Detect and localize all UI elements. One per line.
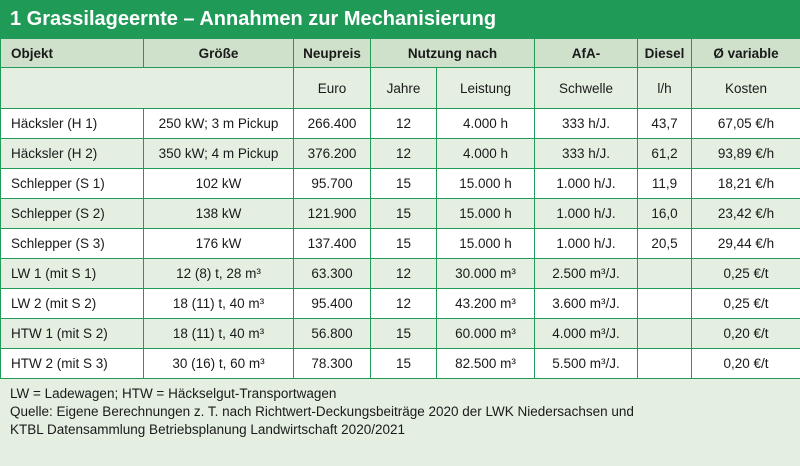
table-cell: 15 (371, 169, 437, 199)
table-cell: 43,7 (638, 109, 692, 139)
column-subheader: Schwelle (535, 68, 638, 109)
table-cell: HTW 2 (mit S 3) (1, 349, 144, 379)
table-cell: 23,42 €/h (692, 199, 800, 229)
table-cell: 137.400 (294, 229, 371, 259)
table-cell: 333 h/J. (535, 139, 638, 169)
table-cell: 4.000 h (437, 109, 535, 139)
table-cell: 0,25 €/t (692, 289, 800, 319)
table-cell: Häcksler (H 1) (1, 109, 144, 139)
table-cell: Häcksler (H 2) (1, 139, 144, 169)
table-cell: 12 (371, 109, 437, 139)
table-cell: 78.300 (294, 349, 371, 379)
column-subheader: Leistung (437, 68, 535, 109)
table-row (1, 229, 800, 259)
table-cell: 0,25 €/t (692, 259, 800, 289)
table-cell: 1.000 h/J. (535, 199, 638, 229)
table-cell: 60.000 m³ (437, 319, 535, 349)
table-cell: 5.500 m³/J. (535, 349, 638, 379)
column-header: Diesel (638, 39, 692, 68)
column-header: AfA- (535, 39, 638, 68)
table-cell: 43.200 m³ (437, 289, 535, 319)
table-cell: 15 (371, 349, 437, 379)
table-cell: LW 1 (mit S 1) (1, 259, 144, 289)
table-cell: 3.600 m³/J. (535, 289, 638, 319)
table-cell: 30 (16) t, 60 m³ (144, 349, 294, 379)
table-cell: 1.000 h/J. (535, 229, 638, 259)
table-cell: 18 (11) t, 40 m³ (144, 319, 294, 349)
table-title: 1 Grassilageernte – Annahmen zur Mechanisierung (0, 0, 800, 38)
table-cell: 30.000 m³ (437, 259, 535, 289)
table-row (1, 109, 800, 139)
table-cell (638, 319, 692, 349)
table-cell: 376.200 (294, 139, 371, 169)
table-cell: Schlepper (S 1) (1, 169, 144, 199)
table-cell: 15.000 h (437, 199, 535, 229)
table-cell: 11,9 (638, 169, 692, 199)
table-cell (638, 349, 692, 379)
table-cell: 56.800 (294, 319, 371, 349)
table-cell: 12 (371, 259, 437, 289)
table-cell: 4.000 h (437, 139, 535, 169)
column-header: Objekt (1, 39, 144, 68)
column-subheader: Euro (294, 68, 371, 109)
column-header: Neupreis (294, 39, 371, 68)
table-cell: 1.000 h/J. (535, 169, 638, 199)
table-cell: 20,5 (638, 229, 692, 259)
table-row (1, 259, 800, 289)
footnote-abbreviations: LW = Ladewagen; HTW = Häckselgut-Transportwagen (10, 386, 337, 401)
table-cell: 121.900 (294, 199, 371, 229)
table-row (1, 349, 800, 379)
table-cell: 350 kW; 4 m Pickup (144, 139, 294, 169)
table-cell: 15 (371, 229, 437, 259)
table-cell: 102 kW (144, 169, 294, 199)
table-cell: 266.400 (294, 109, 371, 139)
table-cell: 95.400 (294, 289, 371, 319)
table-cell: Schlepper (S 2) (1, 199, 144, 229)
table-cell: 93,89 €/h (692, 139, 800, 169)
table-cell: HTW 1 (mit S 2) (1, 319, 144, 349)
table-cell: 12 (8) t, 28 m³ (144, 259, 294, 289)
table-cell: 67,05 €/h (692, 109, 800, 139)
table-cell: 18,21 €/h (692, 169, 800, 199)
column-header: Nutzung nach (371, 39, 535, 68)
table-row (1, 169, 800, 199)
mechanization-table (0, 38, 800, 379)
table-cell (638, 259, 692, 289)
header-row (1, 39, 800, 68)
table-cell: 29,44 €/h (692, 229, 800, 259)
subheader-blank (1, 68, 294, 109)
table-cell: 15 (371, 319, 437, 349)
column-subheader: Jahre (371, 68, 437, 109)
table-cell: 250 kW; 3 m Pickup (144, 109, 294, 139)
column-subheader: Kosten (692, 68, 800, 109)
table-cell: 16,0 (638, 199, 692, 229)
table-row (1, 139, 800, 169)
table-cell: 138 kW (144, 199, 294, 229)
table-row (1, 319, 800, 349)
table-row (1, 289, 800, 319)
table-cell: 18 (11) t, 40 m³ (144, 289, 294, 319)
footnote-source: Quelle: Eigene Berechnungen z. T. nach Richtwert-Deckungsbeiträge 2020 der LWK Niedersachsen und (10, 404, 634, 419)
subheader-row (1, 68, 800, 109)
table-cell: 176 kW (144, 229, 294, 259)
table-cell: 61,2 (638, 139, 692, 169)
table-cell: 63.300 (294, 259, 371, 289)
table-cell: LW 2 (mit S 2) (1, 289, 144, 319)
table-cell: 15.000 h (437, 169, 535, 199)
column-header: Ø variable (692, 39, 800, 68)
footnotes (0, 379, 800, 439)
footnote-source-cont: KTBL Datensammlung Betriebsplanung Landwirtschaft 2020/2021 (10, 422, 405, 437)
table-cell: 4.000 m³/J. (535, 319, 638, 349)
column-subheader: l/h (638, 68, 692, 109)
table-cell: 15 (371, 199, 437, 229)
table-cell: Schlepper (S 3) (1, 229, 144, 259)
table-cell: 2.500 m³/J. (535, 259, 638, 289)
table-cell: 12 (371, 139, 437, 169)
table-cell: 95.700 (294, 169, 371, 199)
table-row (1, 199, 800, 229)
column-header: Größe (144, 39, 294, 68)
table-cell: 333 h/J. (535, 109, 638, 139)
table-cell: 82.500 m³ (437, 349, 535, 379)
table-cell: 0,20 €/t (692, 319, 800, 349)
table-cell: 12 (371, 289, 437, 319)
table-cell: 0,20 €/t (692, 349, 800, 379)
table-cell: 15.000 h (437, 229, 535, 259)
table-cell (638, 289, 692, 319)
